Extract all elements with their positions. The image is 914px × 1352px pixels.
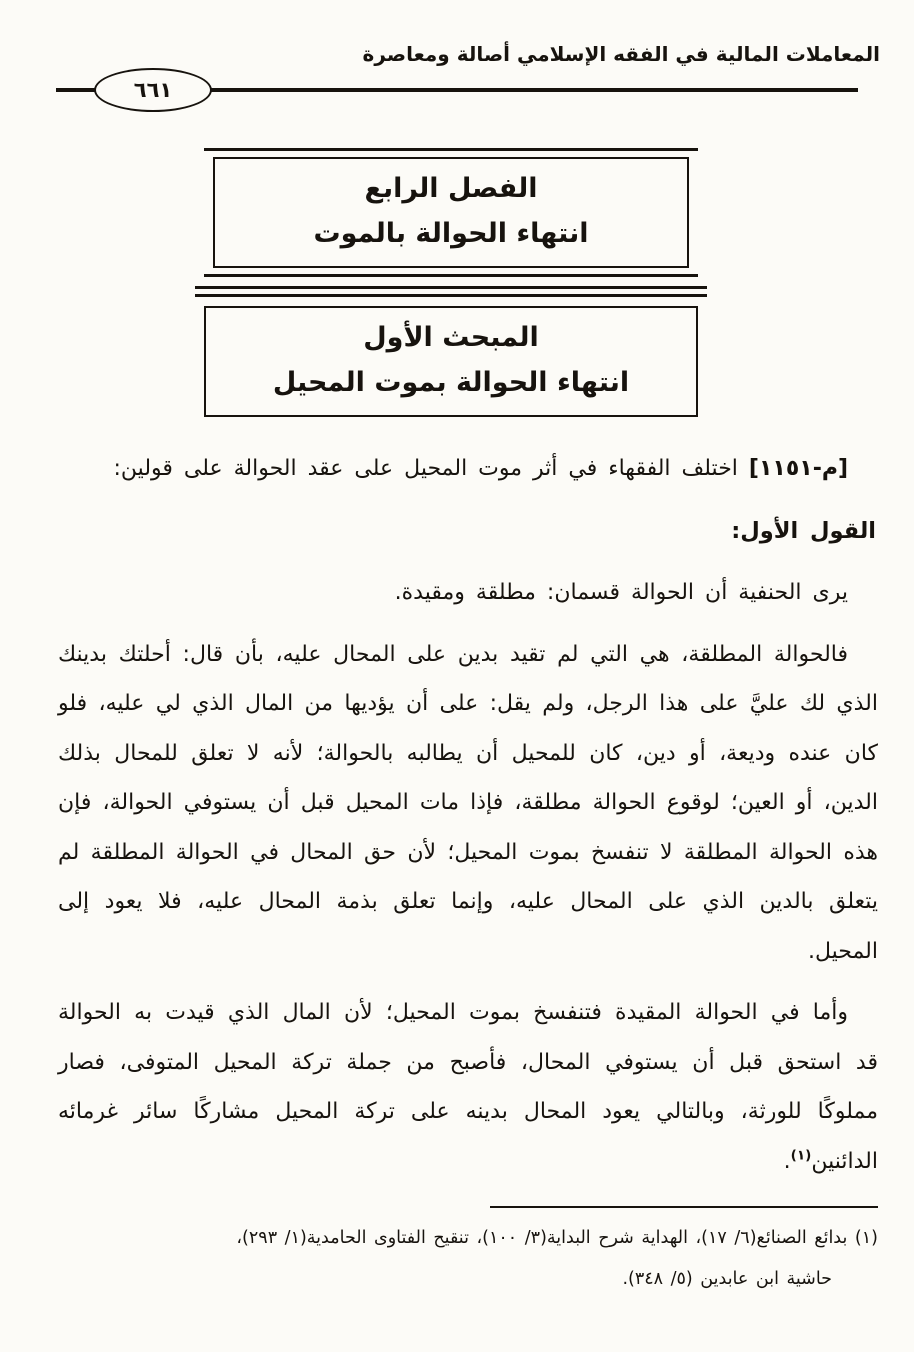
page-body [58, 444, 878, 1198]
footnote-section [58, 1206, 878, 1300]
first-opinion-heading: القول الأول: [731, 517, 876, 544]
closing-text: وأما في الحوالة المقيدة فتنفسخ بموت المحيل؛ لأن المال الذي قيدت به الحوالة قد استحق قبل أن يستوفي المحال، فأصبح من جملة تركة المحيل المتوفى، فصار مملوكًا للورثة، وبالتالي يعود المحال بدينه على تركة المحيل مشاركًا سائر غرمائه الدائنين [58, 1000, 878, 1174]
box-rule-top [195, 286, 707, 289]
issue-number-marker: [م-١١٥١] [748, 456, 848, 481]
footnote-ref-marker: (١) [790, 1147, 812, 1164]
issue-paragraph [58, 444, 878, 494]
chapter-title-box [204, 148, 698, 277]
chapter-box-frame [213, 157, 689, 268]
box-rule-bottom [204, 274, 698, 277]
body-paragraph: يرى الحنفية أن الحوالة قسمان: مطلقة ومقيدة. [394, 580, 848, 606]
issue-text: اختلف الفقهاء في أثر موت المحيل على عقد الحوالة على قولين: [113, 456, 749, 481]
section-title-box [195, 286, 707, 417]
section-name: المبحث الأول [363, 322, 539, 353]
body-paragraph: فالحوالة المطلقة، هي التي لم تقيد بدين على المحال عليه، بأن قال: أحلتك بدينك الذي لك عليَّ على هذا الرجل، ولم يقل: على أن يؤديها من المال الذي لي عليه، فلو كان عنده وديعة، أو دين، كان للمحيل أن يطالبه بالحوالة؛ لأنه لا تعلق للمحال بذلك الدين، أو العين؛ لوقوع الحوالة مطلقة، فإذا مات المحيل قبل أن يستوفي الحوالة، فإن هذه الحوالة المطلقة لا تنفسخ بموت المحيل؛ لأن حق المحال في الحوالة المطلقة لم يتعلق بالدين الذي على المحال عليه، وإنما تعلق بذمة المحال عليه، فلا يعود إلى المحيل. [58, 641, 878, 964]
page-number: ٦٦١ [133, 78, 173, 102]
running-title: المعاملات المالية في الفقه الإسلامي أصالة ومعاصرة [362, 42, 880, 66]
chapter-name: الفصل الرابع [364, 173, 538, 204]
box-rule-top-2 [195, 294, 707, 297]
section-subject: انتهاء الحوالة بموت المحيل [272, 366, 630, 398]
closing-period: . [783, 1148, 791, 1174]
section-box-frame [204, 306, 698, 417]
chapter-subject: انتهاء الحوالة بالموت [313, 217, 589, 249]
body-paragraph [58, 988, 878, 1186]
footnote-separator [490, 1206, 878, 1208]
box-rule-top [204, 148, 698, 151]
footnote-line: حاشية ابن عابدين (٥/ ٣٤٨). [622, 1269, 832, 1290]
footnote-line: (١) بدائع الصنائع(٦/ ١٧)، الهداية شرح البداية(٣/ ١٠٠)، تنقيح الفتاوى الحامدية(١/ ٢٩٣)، [236, 1228, 878, 1248]
page-number-badge [94, 68, 212, 112]
